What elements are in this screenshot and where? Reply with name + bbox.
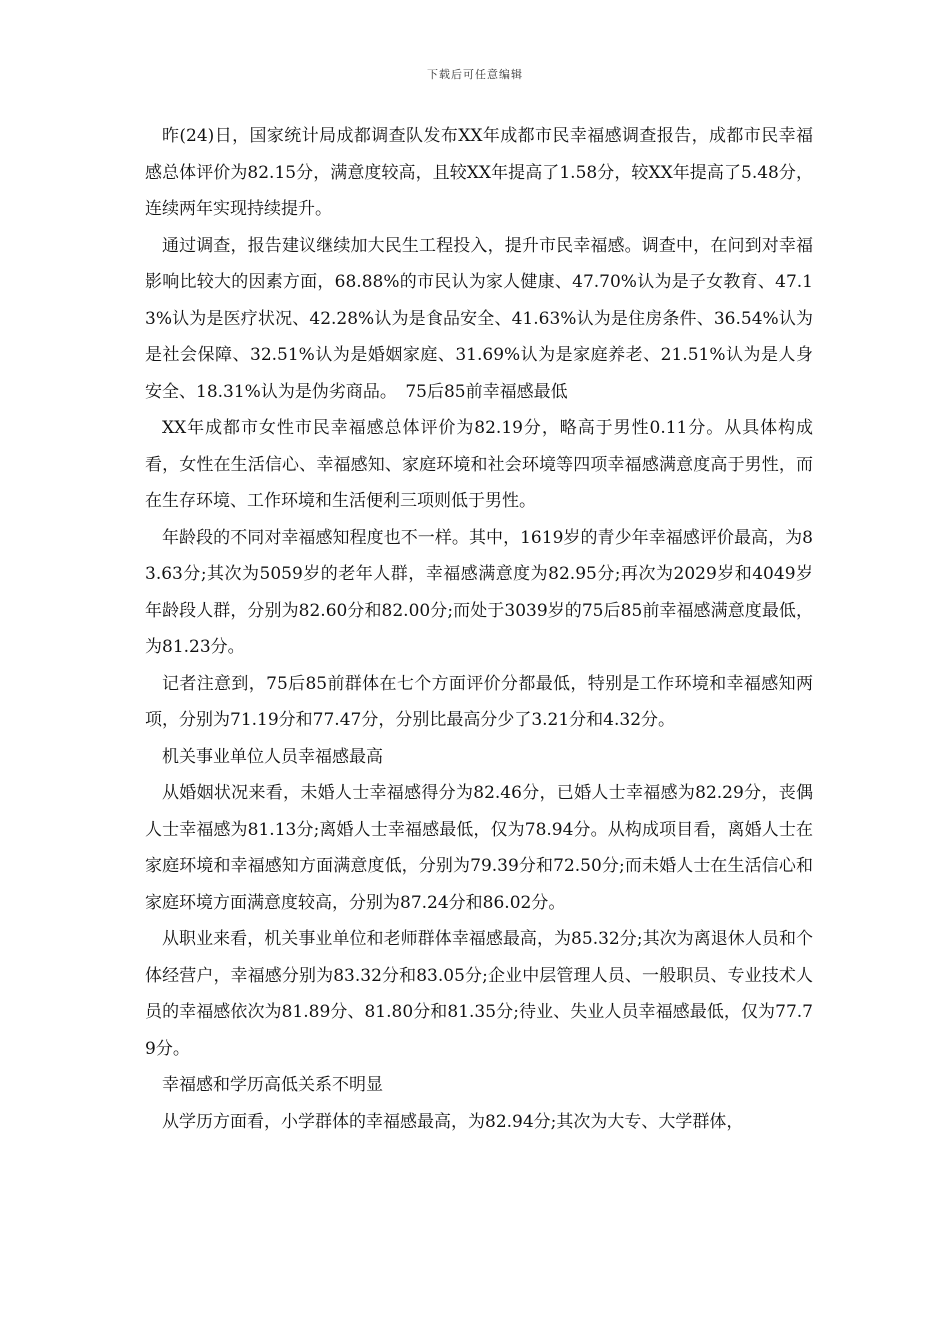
document-body [145,118,813,1140]
paragraph-gender: XX年成都市女性市民幸福感总体评价为82.19分，略高于男性0.11分。从具体构成看，女性在生活信心、幸福感知、家庭环境和社会环境等四项幸福感满意度高于男性，而在生存环境、工作环境和生活便利三项则低于男性。 [145,418,813,511]
paragraph-occupation: 从职业来看，机关事业单位和老师群体幸福感最高，为85.32分;其次为离退休人员和个体经营户，幸福感分别为83.32分和83.05分;企业中层管理人员、一般职员、专业技术人员的幸福感依次为81.89分、81.80分和81.35分;待业、失业人员幸福感最低，仅为77.79分。 [145,929,813,1059]
paragraph-survey-release: 昨(24)日，国家统计局成都调查队发布XX年成都市民幸福感调查报告，成都市民幸福感总体评价为82.15分，满意度较高，且较XX年提高了1.58分，较XX年提高了5.48分，连续两年实现持续提升。 [145,126,813,219]
paragraph-education: 从学历方面看，小学群体的幸福感最高，为82.94分;其次为大专、大学群体， [162,1111,744,1132]
paragraph-75-85-group: 记者注意到，75后85前群体在七个方面评价分都最低，特别是工作环境和幸福感知两项，分别为71.19分和77.47分，分别比最高分少了3.21分和4.32分。 [145,673,813,730]
page-header-watermark: 下载后可任意编辑 [427,68,523,81]
section-heading-occupation: 机关事业单位人员幸福感最高 [162,746,383,767]
paragraph-influencing-factors: 通过调查，报告建议继续加大民生工程投入，提升市民幸福感。调查中，在问到对幸福影响比较大的因素方面，68.88%的市民认为家人健康、47.70%认为是子女教育、47.13%认为是医疗状况、42.28%认为是食品安全、41.63%认为是住房条件、36.54%认为是社会保障、32.51%认为是婚姻家庭、31.69%认为是家庭养老、21.51%认为是人身安全、18.31%认为是伪劣商品。 75后85前幸福感最低 [145,235,813,402]
paragraph-marital-status: 从婚姻状况来看，未婚人士幸福感得分为82.46分，已婚人士幸福感为82.29分，丧偶人士幸福感为81.13分;离婚人士幸福感最低，仅为78.94分。从构成项目看，离婚人士在家庭环境和幸福感知方面满意度低，分别为79.39分和72.50分;而未婚人士在生活信心和家庭环境方面满意度较高，分别为87.24分和86.02分。 [145,783,813,913]
section-heading-education: 幸福感和学历高低关系不明显 [162,1075,383,1095]
paragraph-age-groups: 年龄段的不同对幸福感知程度也不一样。其中，1619岁的青少年幸福感评价最高，为83.63分;其次为5059岁的老年人群，幸福感满意度为82.95分;再次为2029岁和4049岁年龄段人群，分别为82.60分和82.00分;而处于3039岁的75后85前幸福感满意度最低，为81.23分。 [145,527,813,657]
